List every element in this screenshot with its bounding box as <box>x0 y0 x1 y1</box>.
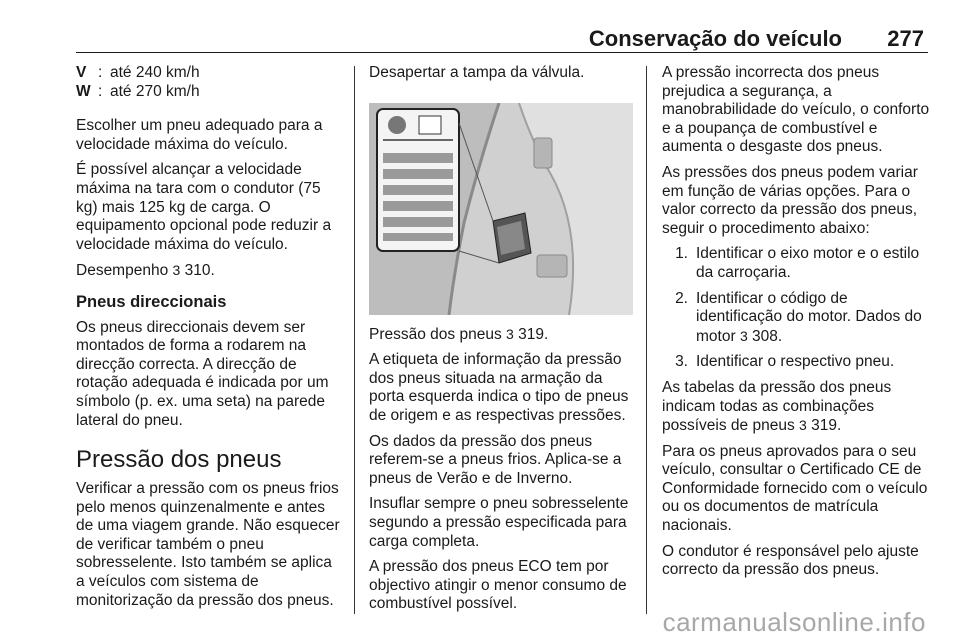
column-1 <box>76 64 344 617</box>
step-number: 3. <box>675 353 688 371</box>
step-text: Identificar o respectivo pneu. <box>696 353 895 371</box>
reference-text: Desempenho <box>76 262 173 280</box>
page-reference[interactable]: 319. <box>518 325 549 343</box>
heading-tyre-pressure: Pressão dos pneus <box>76 446 282 474</box>
speed-value: até 270 km/h <box>110 82 200 100</box>
section-title: Conservação do veículo <box>588 26 842 51</box>
subheading-directional-tyres: Pneus direccionais <box>76 292 227 311</box>
paragraph-with-reference <box>662 379 930 436</box>
paragraph: Os dados da pressão dos pneus referem-se a pneus frios. Aplica-se a pneus de Verão e de Inverno. <box>369 432 622 487</box>
column-2 <box>369 64 633 621</box>
list-item <box>662 290 930 347</box>
procedure-steps <box>662 245 930 372</box>
list-item <box>662 353 930 372</box>
step-number: 1. <box>675 245 688 263</box>
paragraph: Insuflar sempre o pneu sobresselente segundo a pressão especificada para carga completa. <box>369 495 629 550</box>
page-reference-icon: 3 <box>506 325 514 342</box>
paragraph: Verificar a pressão com os pneus frios pelo menos quinzenalmente e antes de uma viagem grande. Não esquecer de verificar também o pneu sobresselente. Isto também se aplica a veículos com sistema de monitorização da pressão dos pneus. <box>76 480 340 609</box>
speed-letter: W <box>76 82 91 100</box>
step-text: Identificar o eixo motor e o estilo da carroçaria. <box>696 245 920 281</box>
reference-text: Pressão dos pneus <box>369 325 507 343</box>
speed-separator: : <box>98 82 103 100</box>
speed-separator: : <box>98 64 103 81</box>
page-reference-icon: 3 <box>172 262 181 279</box>
column-3 <box>662 64 930 587</box>
paragraph-with-reference <box>369 325 633 345</box>
paragraph: A etiqueta de informação da pressão dos pneus situada na armação da porta esquerda indica o tipo de pneus de origem e as respectivas pressões. <box>369 351 629 424</box>
paragraph: As pressões dos pneus podem variar em função de várias opções. Para o valor correcto da pressão dos pneus, seguir o procedimento abaixo: <box>662 163 918 237</box>
page-reference[interactable]: 319. <box>811 417 842 435</box>
column-divider-left <box>354 66 355 614</box>
step-text: Identificar o código de identificação do motor. Dados do motor <box>696 289 922 345</box>
page-reference-icon: 3 <box>799 417 807 434</box>
column-divider-right <box>646 66 647 614</box>
door-frame-illustration <box>369 103 633 315</box>
speed-rating-row <box>76 64 344 83</box>
paragraph: Desapertar a tampa da válvula. <box>369 64 585 81</box>
paragraph: Os pneus direccionais devem ser montados de forma a rodarem na direcção correcta. A direcção de rotação adequada é indicada por um símbolo (p. ex. uma seta) na parede lateral do pneu. <box>76 318 329 429</box>
list-item <box>662 245 930 282</box>
page-reference[interactable]: 308. <box>752 327 783 345</box>
page-reference-icon: 3 <box>739 327 748 344</box>
speed-letter: V <box>76 64 87 81</box>
paragraph-with-reference <box>76 261 344 281</box>
reference-text: As tabelas da pressão dos pneus indicam todas as combinações possíveis de pneus <box>662 378 892 435</box>
paragraph: A pressão incorrecta dos pneus prejudica a segurança, a manobrabilidade do veículo, o conforto e a poupança de combustível e aumenta o desgaste dos pneus. <box>662 64 930 156</box>
page-reference[interactable]: 310. <box>184 262 215 280</box>
paragraph: A pressão dos pneus ECO tem por objectivo atingir o menor consumo de combustível possível. <box>369 558 627 613</box>
door-frame-tyre-label-figure <box>369 103 633 315</box>
speed-rating-row <box>76 83 344 102</box>
page-header <box>76 22 928 53</box>
paragraph: Para os pneus aprovados para o seu veículo, consultar o Certificado CE de Conformidade fornecido com o veículo ou os documentos de matrícula nacionais. <box>662 442 928 535</box>
paragraph: Escolher um pneu adequado para a velocidade máxima do veículo. <box>76 117 323 153</box>
speed-value: até 240 km/h <box>110 64 200 81</box>
paragraph: O condutor é responsável pelo ajuste correcto da pressão dos pneus. <box>662 542 919 579</box>
step-number: 2. <box>675 289 688 307</box>
watermark: carmanualsonline.info <box>662 607 926 637</box>
page-number: 277 <box>887 26 924 51</box>
paragraph: É possível alcançar a velocidade máxima na tara com o condutor (75 kg) mais 125 kg de carga. O equipamento opcional pode reduzir a velocidade máxima do veículo. <box>76 161 332 253</box>
